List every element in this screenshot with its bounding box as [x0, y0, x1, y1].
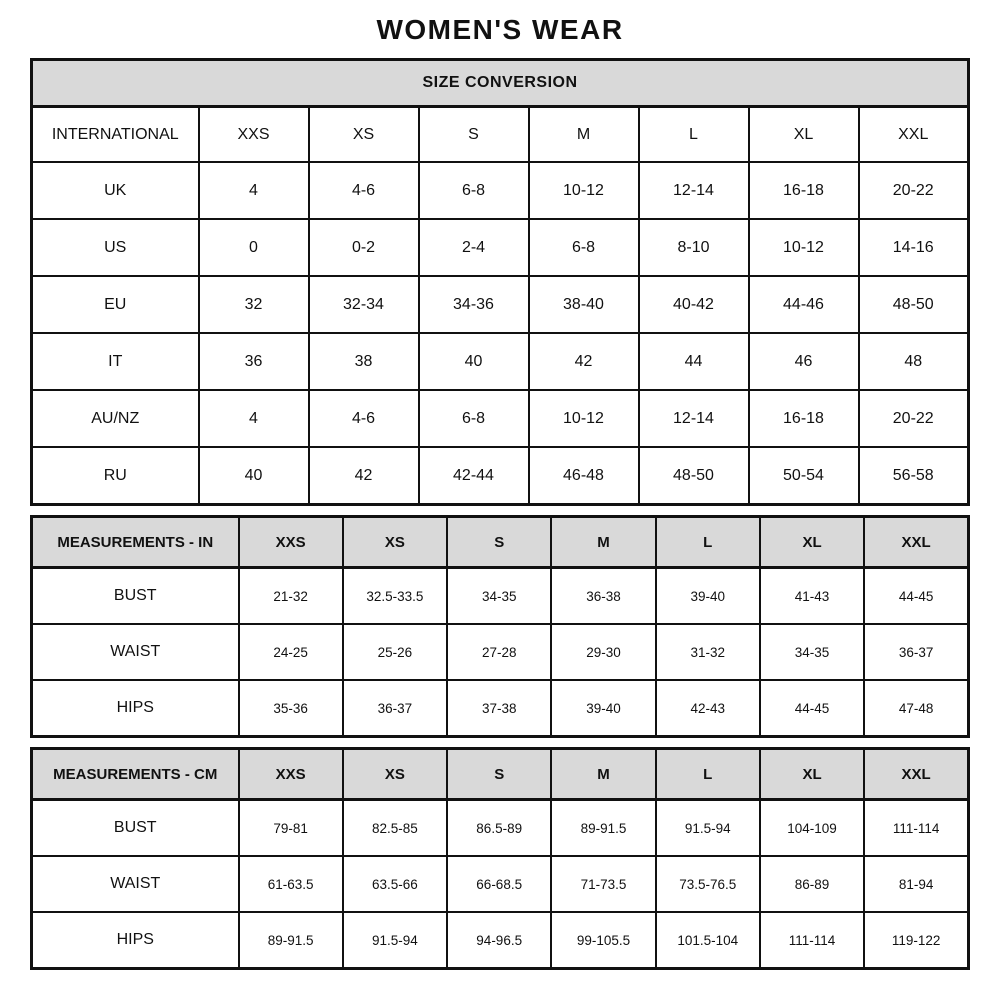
value-cell: 101.5-104	[656, 912, 760, 969]
value-cell: 29-30	[551, 624, 655, 680]
value-cell: 2-4	[419, 219, 529, 276]
value-cell: 119-122	[864, 912, 968, 969]
value-cell: 40	[419, 333, 529, 390]
column-header-s: S	[419, 107, 529, 163]
size-conversion-header-row	[32, 60, 969, 107]
table-row-uk	[32, 162, 969, 219]
value-cell: 44-46	[749, 276, 859, 333]
value-cell: 86-89	[760, 856, 864, 912]
value-cell: 42-43	[656, 680, 760, 737]
value-cell: 111-114	[760, 912, 864, 969]
size-header-xxl: XXL	[864, 749, 968, 800]
value-cell: 82.5-85	[343, 800, 447, 857]
value-cell: 48-50	[859, 276, 969, 333]
value-cell: 79-81	[239, 800, 343, 857]
table-row-it	[32, 333, 969, 390]
value-cell: 25-26	[343, 624, 447, 680]
measurements-cm-table	[30, 747, 970, 970]
value-cell: 94-96.5	[447, 912, 551, 969]
value-cell: 46	[749, 333, 859, 390]
value-cell: 40	[199, 447, 309, 505]
value-cell: 32-34	[309, 276, 419, 333]
value-cell: 6-8	[419, 162, 529, 219]
table-row-eu	[32, 276, 969, 333]
column-header-xxs: XXS	[199, 107, 309, 163]
value-cell: 12-14	[639, 162, 749, 219]
row-label-hips: HIPS	[32, 680, 239, 737]
value-cell: 10-12	[529, 162, 639, 219]
value-cell: 36-38	[551, 568, 655, 625]
column-header-l: L	[639, 107, 749, 163]
measurements-in-table	[30, 515, 970, 738]
row-label-ru: RU	[32, 447, 199, 505]
value-cell: 44-45	[760, 680, 864, 737]
value-cell: 41-43	[760, 568, 864, 625]
value-cell: 39-40	[551, 680, 655, 737]
value-cell: 35-36	[239, 680, 343, 737]
size-header-xxl: XXL	[864, 517, 968, 568]
value-cell: 40-42	[639, 276, 749, 333]
row-label-eu: EU	[32, 276, 199, 333]
value-cell: 37-38	[447, 680, 551, 737]
value-cell: 10-12	[749, 219, 859, 276]
value-cell: 21-32	[239, 568, 343, 625]
column-header-xs: XS	[309, 107, 419, 163]
measurements-in-header-row	[32, 517, 969, 568]
value-cell: 4	[199, 390, 309, 447]
size-header-s: S	[447, 517, 551, 568]
column-header-international: INTERNATIONAL	[32, 107, 199, 163]
size-conversion-table	[30, 58, 970, 506]
row-label-waist: WAIST	[32, 856, 239, 912]
value-cell: 91.5-94	[656, 800, 760, 857]
value-cell: 42	[309, 447, 419, 505]
value-cell: 50-54	[749, 447, 859, 505]
value-cell: 104-109	[760, 800, 864, 857]
table-row-aunz	[32, 390, 969, 447]
row-label-hips: HIPS	[32, 912, 239, 969]
value-cell: 44-45	[864, 568, 968, 625]
row-label-bust: BUST	[32, 800, 239, 857]
value-cell: 12-14	[639, 390, 749, 447]
value-cell: 24-25	[239, 624, 343, 680]
value-cell: 36	[199, 333, 309, 390]
value-cell: 8-10	[639, 219, 749, 276]
size-header-xxs: XXS	[239, 749, 343, 800]
value-cell: 66-68.5	[447, 856, 551, 912]
value-cell: 63.5-66	[343, 856, 447, 912]
size-header-xl: XL	[760, 749, 864, 800]
value-cell: 81-94	[864, 856, 968, 912]
row-label-uk: UK	[32, 162, 199, 219]
value-cell: 42	[529, 333, 639, 390]
column-header-xl: XL	[749, 107, 859, 163]
row-label-waist: WAIST	[32, 624, 239, 680]
size-header-xs: XS	[343, 517, 447, 568]
value-cell: 42-44	[419, 447, 529, 505]
size-conversion-title: SIZE CONVERSION	[32, 60, 969, 107]
value-cell: 38-40	[529, 276, 639, 333]
value-cell: 31-32	[656, 624, 760, 680]
table-row-waist-in	[32, 624, 969, 680]
value-cell: 56-58	[859, 447, 969, 505]
value-cell: 0-2	[309, 219, 419, 276]
column-header-xxl: XXL	[859, 107, 969, 163]
value-cell: 6-8	[419, 390, 529, 447]
value-cell: 27-28	[447, 624, 551, 680]
international-sizes-row	[32, 107, 969, 163]
value-cell: 89-91.5	[239, 912, 343, 969]
size-header-m: M	[551, 517, 655, 568]
value-cell: 0	[199, 219, 309, 276]
table-row-hips-in	[32, 680, 969, 737]
size-header-xl: XL	[760, 517, 864, 568]
row-label-aunz: AU/NZ	[32, 390, 199, 447]
value-cell: 71-73.5	[551, 856, 655, 912]
value-cell: 73.5-76.5	[656, 856, 760, 912]
value-cell: 99-105.5	[551, 912, 655, 969]
value-cell: 32.5-33.5	[343, 568, 447, 625]
size-header-xxs: XXS	[239, 517, 343, 568]
value-cell: 34-36	[419, 276, 529, 333]
value-cell: 61-63.5	[239, 856, 343, 912]
value-cell: 46-48	[529, 447, 639, 505]
table-row-bust-in	[32, 568, 969, 625]
value-cell: 111-114	[864, 800, 968, 857]
table-row-ru	[32, 447, 969, 505]
value-cell: 36-37	[343, 680, 447, 737]
measurements-in-title: MEASUREMENTS - IN	[32, 517, 239, 568]
value-cell: 86.5-89	[447, 800, 551, 857]
value-cell: 34-35	[760, 624, 864, 680]
value-cell: 36-37	[864, 624, 968, 680]
size-header-l: L	[656, 749, 760, 800]
size-header-s: S	[447, 749, 551, 800]
value-cell: 38	[309, 333, 419, 390]
value-cell: 10-12	[529, 390, 639, 447]
value-cell: 20-22	[859, 390, 969, 447]
value-cell: 34-35	[447, 568, 551, 625]
value-cell: 39-40	[656, 568, 760, 625]
size-header-xs: XS	[343, 749, 447, 800]
table-row-hips-cm	[32, 912, 969, 969]
size-header-m: M	[551, 749, 655, 800]
table-row-bust-cm	[32, 800, 969, 857]
value-cell: 4	[199, 162, 309, 219]
measurements-cm-header-row	[32, 749, 969, 800]
row-label-it: IT	[32, 333, 199, 390]
value-cell: 4-6	[309, 162, 419, 219]
measurements-cm-title: MEASUREMENTS - CM	[32, 749, 239, 800]
size-header-l: L	[656, 517, 760, 568]
value-cell: 89-91.5	[551, 800, 655, 857]
row-label-bust: BUST	[32, 568, 239, 625]
page-title: WOMEN'S WEAR	[376, 14, 624, 45]
value-cell: 32	[199, 276, 309, 333]
row-label-us: US	[32, 219, 199, 276]
table-row-waist-cm	[32, 856, 969, 912]
value-cell: 16-18	[749, 390, 859, 447]
value-cell: 20-22	[859, 162, 969, 219]
column-header-m: M	[529, 107, 639, 163]
value-cell: 6-8	[529, 219, 639, 276]
value-cell: 48-50	[639, 447, 749, 505]
value-cell: 4-6	[309, 390, 419, 447]
value-cell: 14-16	[859, 219, 969, 276]
value-cell: 47-48	[864, 680, 968, 737]
value-cell: 44	[639, 333, 749, 390]
table-row-us	[32, 219, 969, 276]
value-cell: 16-18	[749, 162, 859, 219]
value-cell: 91.5-94	[343, 912, 447, 969]
value-cell: 48	[859, 333, 969, 390]
